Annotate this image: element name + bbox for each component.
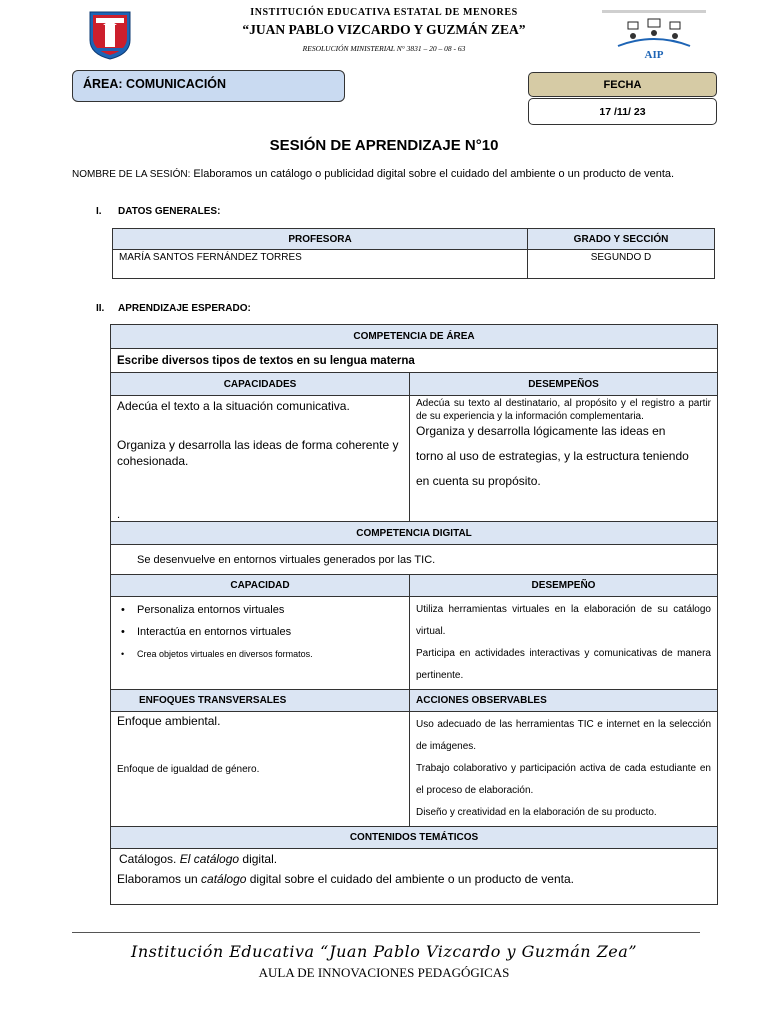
cap-digital-2: • Interactúa en entornos virtuales <box>117 621 403 643</box>
desempeno-digital-cell <box>410 597 718 690</box>
contenidos-header: CONTENIDOS TEMÁTICOS <box>111 827 718 849</box>
capacidad-2: Organiza y desarrolla las ideas de forma coherente y cohesionada. <box>117 438 399 468</box>
competencia-area-header: COMPETENCIA DE ÁREA <box>111 325 718 349</box>
competencia-digital-header: COMPETENCIA DIGITAL <box>111 522 718 545</box>
cap-digital-3: • Crea objetos virtuales en diversos formatos. <box>117 643 403 665</box>
contenido-1: Catálogos. El catálogo digital. <box>119 852 278 866</box>
session-title: SESIÓN DE APRENDIZAJE N°10 <box>269 137 499 154</box>
enfoque-2: Enfoque de igualdad de género. <box>117 764 260 775</box>
capacidades-cell <box>111 396 410 522</box>
desempenos-header: DESEMPEÑOS <box>410 373 718 396</box>
capacidad-dot: . <box>117 509 121 521</box>
aprendizaje-table <box>110 324 718 905</box>
enfoque-1: Enfoque ambiental. <box>117 714 221 728</box>
footer-institution: Institución Educativa “Juan Pablo Vizcardo y Guzmán Zea” <box>131 942 637 961</box>
col-profesora: PROFESORA <box>113 229 528 250</box>
capacidades-header: CAPACIDADES <box>111 373 410 396</box>
desempenos-cell <box>410 396 718 522</box>
competencia-area: Escribe diversos tipos de textos en su lengua materna <box>111 349 718 373</box>
acciones-header: ACCIONES OBSERVABLES <box>410 690 718 712</box>
footer-divider <box>72 932 700 933</box>
section-datos-generales: I. DATOS GENERALES: <box>96 206 221 217</box>
desempeno-1: Adecúa su texto al destinatario, al propósito y el registro a partir de su experiencia y la información complementaria. <box>416 398 711 422</box>
area-label: ÁREA: COMUNICACIÓN <box>72 70 345 102</box>
contenido-2: Elaboramos un catálogo digital sobre el cuidado del ambiente o un producto de venta. <box>117 872 574 886</box>
school-name: “JUAN PABLO VIZCARDO Y GUZMÁN ZEA” <box>242 22 526 37</box>
section-title: DATOS GENERALES: <box>118 206 221 217</box>
competencia-digital: Se desenvuelve en entornos virtuales generados por las TIC. <box>111 545 718 575</box>
footer-aula: AULA DE INNOVACIONES PEDAGÓGICAS <box>258 965 510 980</box>
desempeno-header: DESEMPEÑO <box>410 575 718 597</box>
enfoques-cell <box>111 712 410 827</box>
session-name <box>72 168 674 180</box>
aip-label: AIP <box>644 49 664 61</box>
school-type-line: INSTITUCIÓN EDUCATIVA ESTATAL DE MENORES <box>250 7 518 18</box>
acciones-cell <box>410 712 718 827</box>
col-grado: GRADO Y SECCIÓN <box>528 229 715 250</box>
datos-generales-table <box>112 228 715 279</box>
capacidad-digital-cell <box>111 597 410 690</box>
capacidad-header: CAPACIDAD <box>111 575 410 597</box>
accion-3: Diseño y creatividad en la elaboración de su producto. <box>416 807 657 818</box>
session-name-value: Elaboramos un catálogo o publicidad digital sobre el cuidado del ambiente o un producto de venta. <box>190 168 675 180</box>
capacidad-1: Adecúa el texto a la situación comunicativa. <box>117 399 350 413</box>
profesora-value: MARÍA SANTOS FERNÁNDEZ TORRES <box>113 250 528 279</box>
enfoques-header: ENFOQUES TRANSVERSALES <box>111 690 410 712</box>
accion-2: Trabajo colaborativo y participación activa de cada estudiante en el proceso de elaboración. <box>416 763 711 796</box>
accion-1: Uso adecuado de las herramientas TIC e internet en la selección de imágenes. <box>416 719 711 752</box>
section-title: APRENDIZAJE ESPERADO: <box>118 303 251 314</box>
fecha-label: FECHA <box>528 72 717 97</box>
desemp-digital-2: Participa en actividades interactivas y comunicativas de manera pertinente. <box>416 648 711 681</box>
desempeno-2: Organiza y desarrolla lógicamente las ideas en torno al uso de estrategias, y la estructura teniendo en cuenta su propósito. <box>416 424 689 488</box>
grado-value: SEGUNDO D <box>528 250 715 279</box>
section-aprendizaje: II. APRENDIZAJE ESPERADO: <box>96 303 251 314</box>
desemp-digital-1: Utiliza herramientas virtuales en la elaboración de su catálogo virtual. <box>416 604 711 637</box>
cap-digital-1: • Personaliza entornos virtuales <box>117 599 403 621</box>
fecha-value: 17 /11/ 23 <box>528 98 717 125</box>
session-name-label: NOMBRE DE LA SESIÓN: <box>72 169 191 180</box>
resolution-line: RESOLUCIÓN MINISTERIAL N° 3831 – 20 – 08 - 63 <box>302 44 466 53</box>
contenidos-cell <box>111 849 718 905</box>
